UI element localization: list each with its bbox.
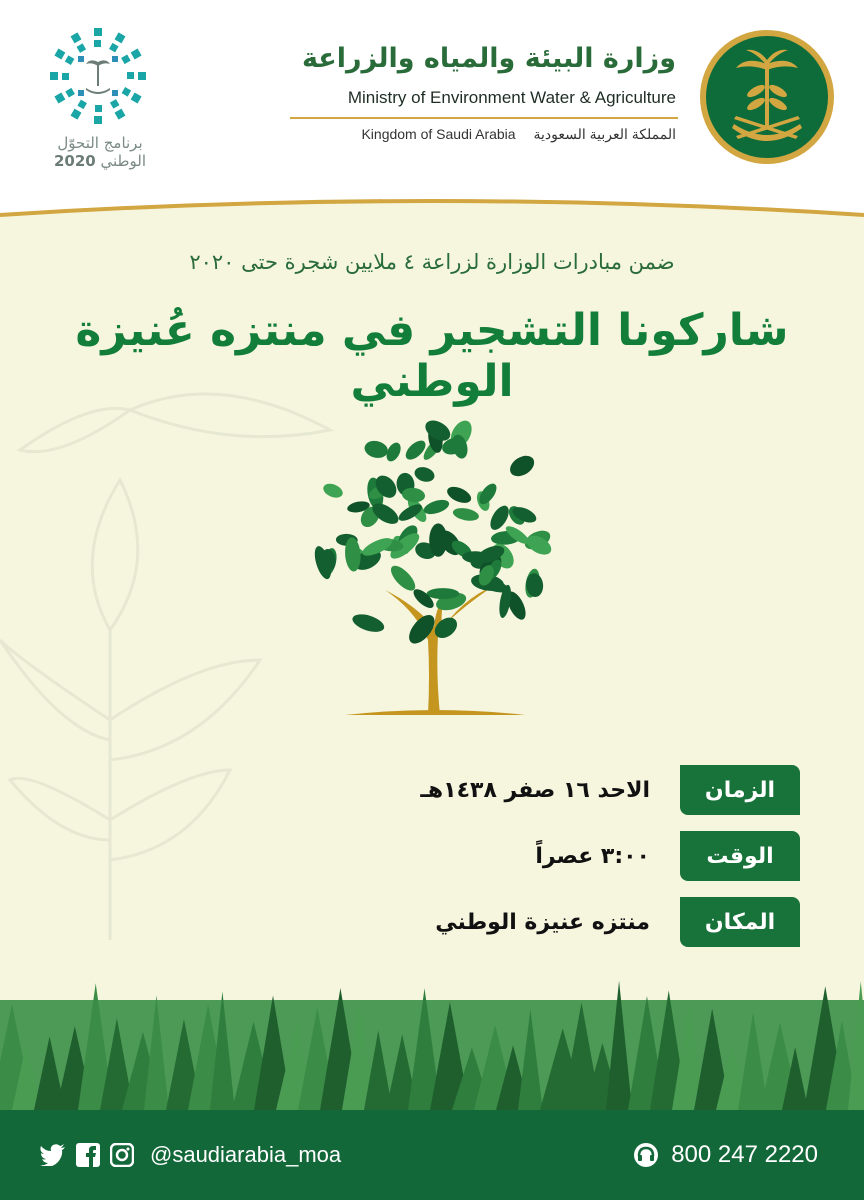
vision-line-2-text: الوطني: [100, 152, 146, 170]
time-label: الوقت: [680, 831, 800, 881]
tree-leaf: [387, 562, 419, 595]
time-value: ٣:٠٠ عصراً: [535, 843, 650, 869]
vision-2020-logo-icon: [48, 26, 148, 126]
place-value: منتزه عنيزة الوطني: [435, 909, 650, 935]
phone-number[interactable]: 800 247 2220: [671, 1141, 818, 1168]
poster-title: شاركونا التشجير في منتزه عُنيزة الوطني: [75, 305, 789, 407]
vision-line-1: برنامج التحوّل: [57, 134, 143, 152]
date-value: الاحد ١٦ صفر ١٤٣٨هـ: [420, 777, 650, 803]
header-divider: [290, 117, 678, 119]
tree-leaf: [413, 465, 437, 484]
date-label: الزمان: [680, 765, 800, 815]
tree-leaf: [506, 452, 538, 481]
tree-illustration: [290, 405, 580, 725]
poster-subtitle: ضمن مبادرات الوزارة لزراعة ٤ ملايين شجرة حتى ٢٠٢٠: [189, 250, 675, 274]
headset-icon: [633, 1142, 659, 1168]
detail-row-time: [410, 831, 800, 881]
phone-contact: [633, 1138, 818, 1172]
tree-leaf: [363, 439, 390, 460]
social-links: [40, 1138, 341, 1172]
ministry-name-arabic: وزارة البيئة والمياه والزراعة: [301, 43, 676, 74]
detail-row-place: [410, 897, 800, 947]
vision-2020-text: [40, 134, 160, 170]
kingdom-arabic: المملكة العربية السعودية: [533, 126, 676, 142]
tree-leaf: [321, 481, 345, 500]
tree-leaf: [445, 484, 474, 507]
ministry-name-english: Ministry of Environment Water & Agriculture: [347, 88, 676, 107]
palm-swords-icon: [706, 36, 828, 158]
place-label: المكان: [680, 897, 800, 947]
tree-leaf: [452, 506, 480, 523]
vision-year: 2020: [54, 152, 96, 170]
kingdom-english: Kingdom of Saudi Arabia: [361, 126, 516, 142]
tree-leaf: [350, 611, 386, 635]
instagram-icon[interactable]: [110, 1143, 134, 1167]
kingdom-label: [347, 126, 676, 143]
tree-leaf: [427, 588, 460, 599]
detail-row-date: [410, 765, 800, 815]
tree-leaf: [429, 523, 447, 556]
poster-top-curve: [0, 195, 864, 235]
vision-line-2: [40, 152, 160, 170]
twitter-icon[interactable]: [40, 1144, 66, 1166]
social-handle[interactable]: @saudiarabia_moa: [150, 1142, 342, 1167]
forest-band: [0, 960, 864, 1110]
ministry-emblem: [700, 30, 834, 164]
tree-leaf: [422, 497, 451, 517]
facebook-icon[interactable]: [76, 1143, 100, 1167]
